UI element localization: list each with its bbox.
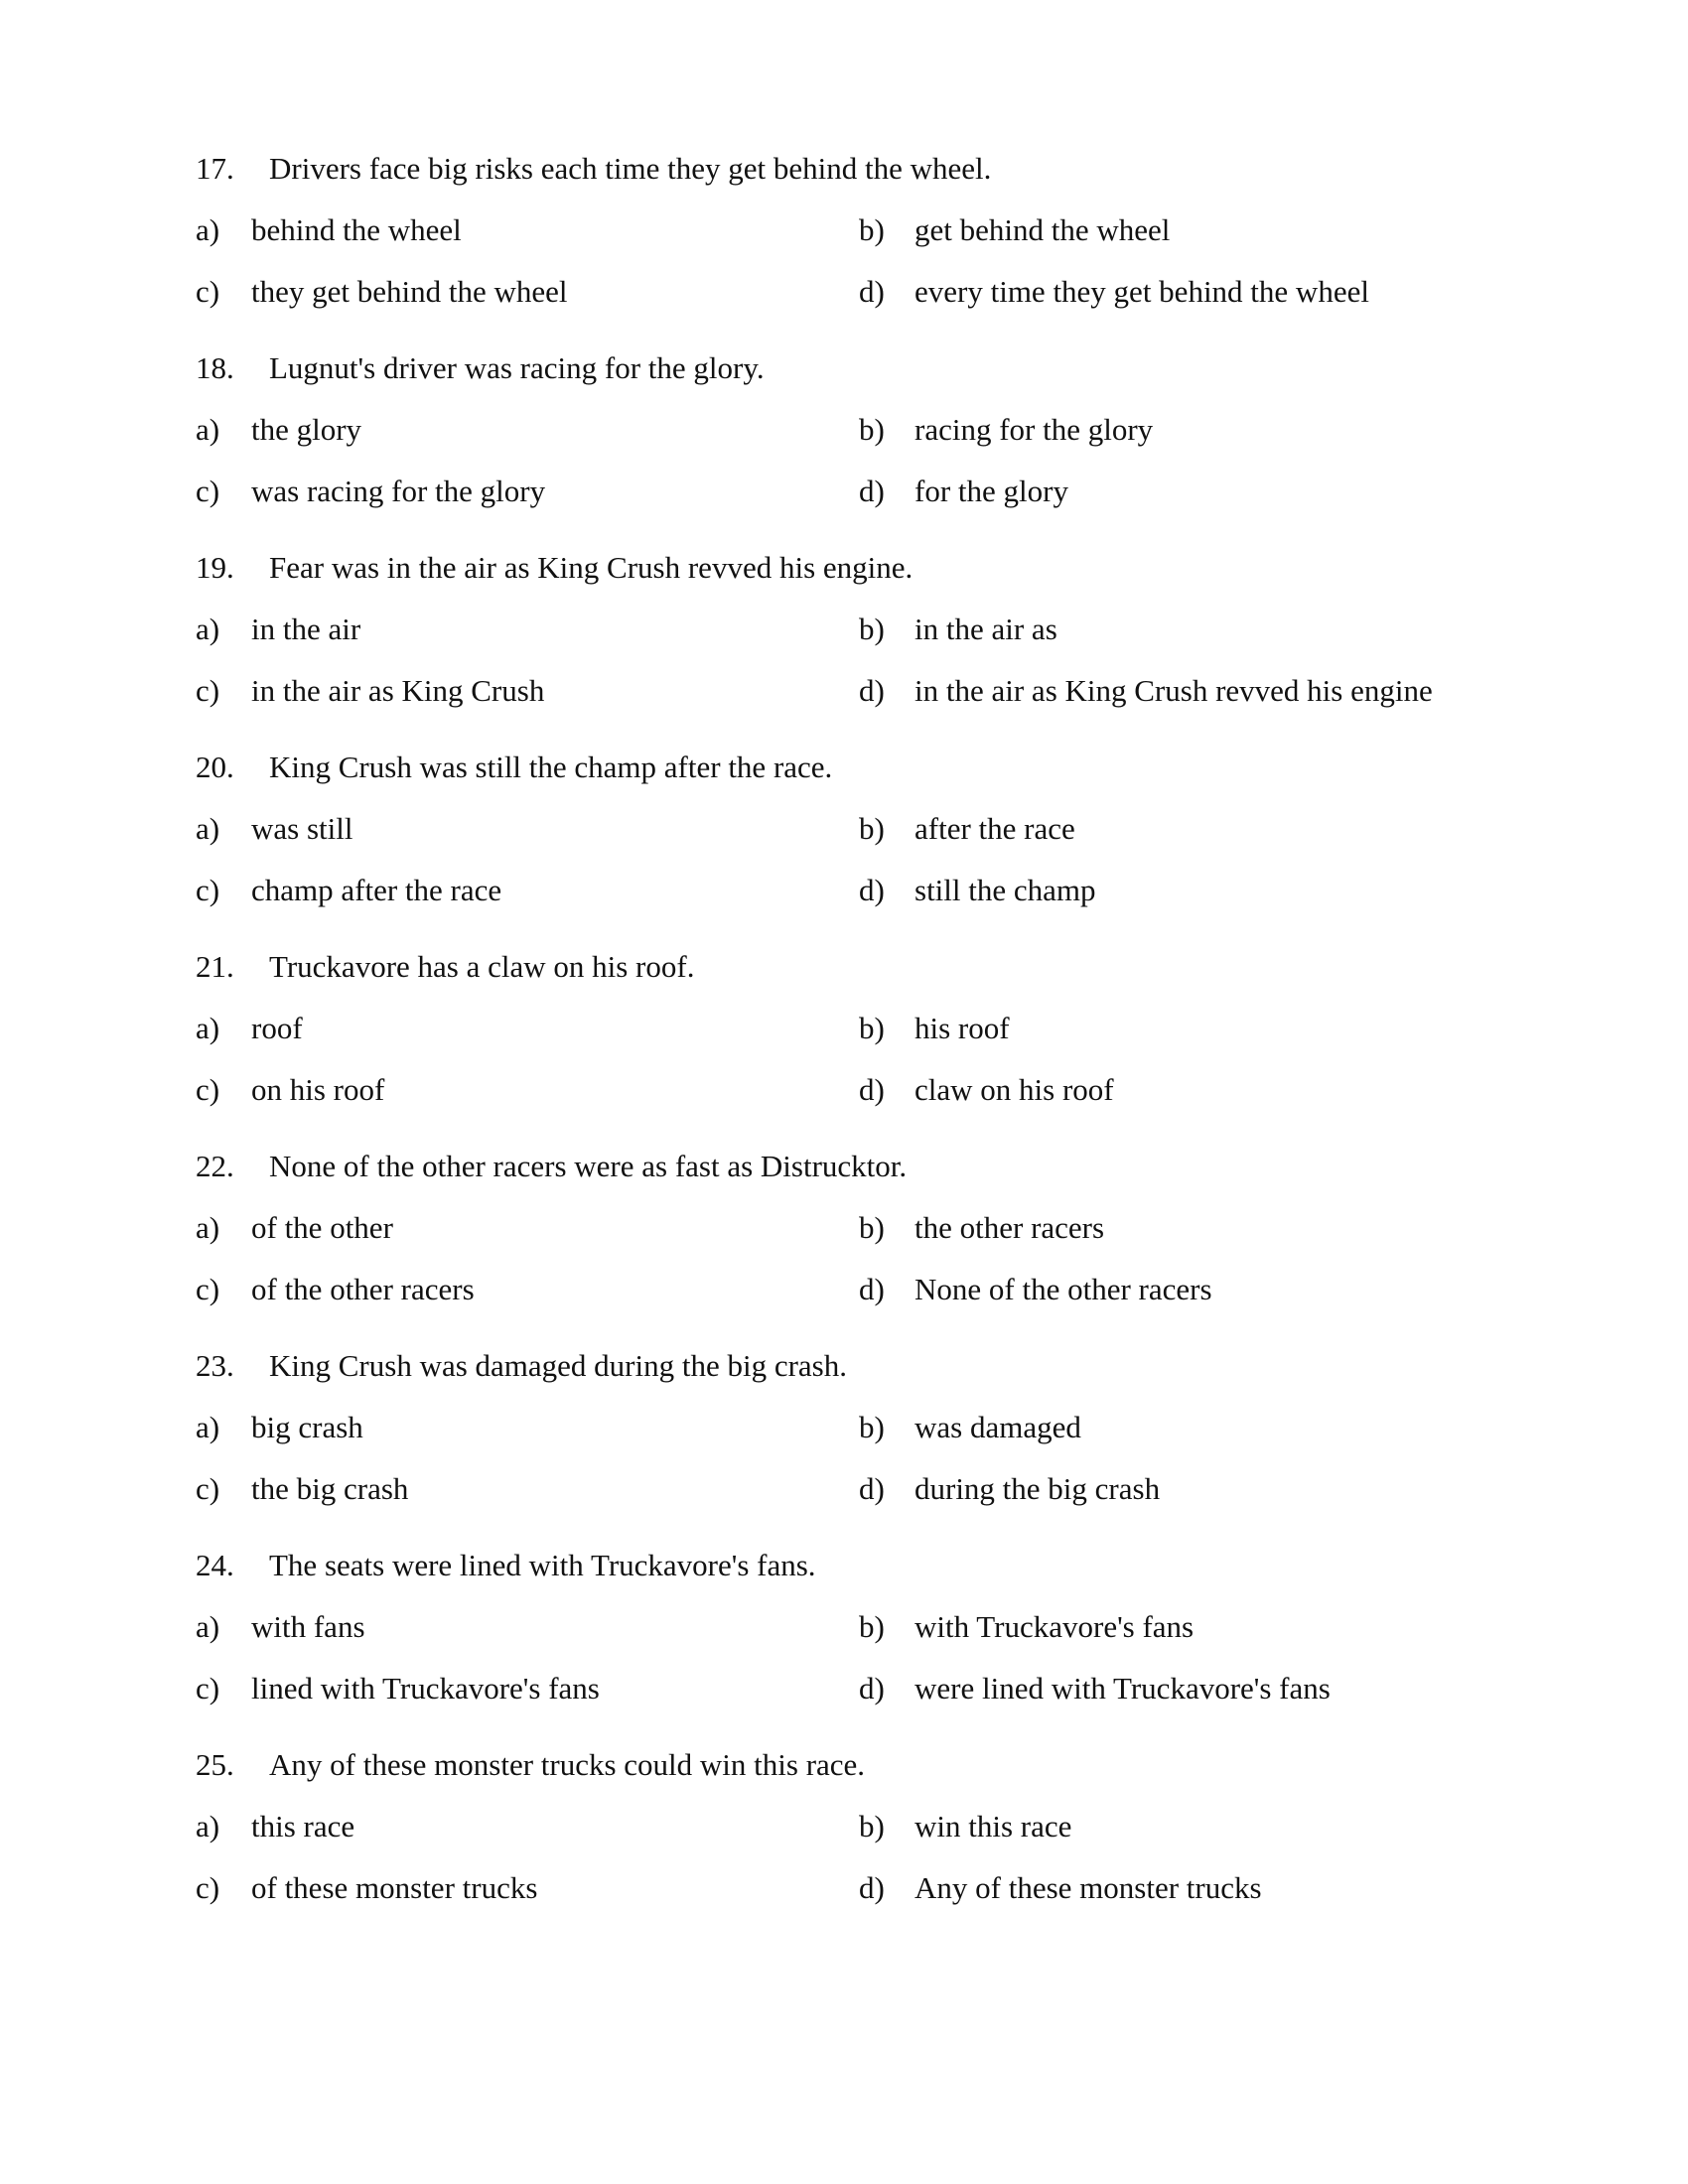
option-letter: c) <box>196 1471 220 1506</box>
option-text: win this race <box>914 1809 1072 1843</box>
question-text: King Crush was damaged during the big crash. <box>269 1348 847 1383</box>
option-text: was damaged <box>914 1410 1081 1444</box>
option-text: lined with Truckavore's fans <box>251 1671 600 1706</box>
question-stem <box>196 1544 816 1587</box>
option-text: claw on his roof <box>914 1072 1114 1107</box>
question-text: Lugnut's driver was racing for the glory. <box>269 350 765 385</box>
option-a[interactable] <box>196 608 360 651</box>
option-text: of the other racers <box>251 1272 475 1306</box>
option-a[interactable] <box>196 1206 393 1250</box>
option-letter: d) <box>859 274 885 309</box>
option-text: with Truckavore's fans <box>914 1609 1195 1644</box>
question-list <box>196 147 1526 1943</box>
option-b[interactable] <box>859 208 1170 252</box>
option-text: Any of these monster trucks <box>914 1870 1262 1905</box>
question-stem <box>196 945 694 989</box>
option-c[interactable] <box>196 470 545 513</box>
option-text: of the other <box>251 1210 393 1245</box>
option-letter: b) <box>859 412 885 447</box>
option-letter: c) <box>196 1870 220 1905</box>
option-c[interactable] <box>196 869 501 912</box>
option-d[interactable] <box>859 470 1068 513</box>
option-text: get behind the wheel <box>914 212 1171 247</box>
option-text: still the champ <box>914 873 1096 907</box>
option-text: in the air as <box>914 612 1057 646</box>
question-stem <box>196 1743 865 1787</box>
question-number: 24. <box>196 1548 234 1582</box>
question-text: Drivers face big risks each time they get behind the wheel. <box>269 151 992 186</box>
option-letter: b) <box>859 212 885 247</box>
option-text: roof <box>251 1011 303 1045</box>
option-letter: d) <box>859 1671 885 1706</box>
option-c[interactable] <box>196 270 568 314</box>
question-number: 20. <box>196 750 234 784</box>
question-number: 22. <box>196 1149 234 1183</box>
question-number: 21. <box>196 949 234 984</box>
option-text: on his roof <box>251 1072 385 1107</box>
option-text: after the race <box>914 811 1075 846</box>
option-letter: a) <box>196 1410 220 1444</box>
question-stem <box>196 1145 907 1188</box>
question-text: King Crush was still the champ after the race. <box>269 750 833 784</box>
option-c[interactable] <box>196 1068 384 1112</box>
option-d[interactable] <box>859 1068 1114 1112</box>
option-c[interactable] <box>196 669 544 713</box>
question-text: Fear was in the air as King Crush revved his engine. <box>269 550 914 585</box>
option-letter: c) <box>196 1072 220 1107</box>
option-letter: a) <box>196 1011 220 1045</box>
option-a[interactable] <box>196 1805 354 1848</box>
option-b[interactable] <box>859 1206 1104 1250</box>
option-letter: d) <box>859 474 885 508</box>
option-a[interactable] <box>196 807 352 851</box>
option-b[interactable] <box>859 1805 1071 1848</box>
question-stem <box>196 746 832 789</box>
option-b[interactable] <box>859 1605 1194 1649</box>
option-letter: a) <box>196 1609 220 1644</box>
option-a[interactable] <box>196 408 361 452</box>
option-d[interactable] <box>859 270 1369 314</box>
option-letter: d) <box>859 1471 885 1506</box>
option-letter: a) <box>196 412 220 447</box>
option-d[interactable] <box>859 669 1433 713</box>
option-text: in the air as King Crush revved his engine <box>914 673 1433 708</box>
question-text: Any of these monster trucks could win this race. <box>269 1747 866 1782</box>
option-letter: b) <box>859 1809 885 1843</box>
option-text: of these monster trucks <box>251 1870 538 1905</box>
option-letter: c) <box>196 1272 220 1306</box>
option-letter: d) <box>859 1072 885 1107</box>
question-21 <box>196 945 1526 1145</box>
option-text: was racing for the glory <box>251 474 546 508</box>
option-text: with fans <box>251 1609 365 1644</box>
option-text: was still <box>251 811 353 846</box>
option-letter: d) <box>859 873 885 907</box>
option-letter: a) <box>196 612 220 646</box>
option-letter: b) <box>859 1410 885 1444</box>
option-letter: b) <box>859 612 885 646</box>
option-letter: a) <box>196 212 220 247</box>
option-d[interactable] <box>859 1667 1331 1710</box>
option-letter: a) <box>196 811 220 846</box>
option-text: racing for the glory <box>914 412 1154 447</box>
option-c[interactable] <box>196 1866 537 1910</box>
question-number: 17. <box>196 151 234 186</box>
option-letter: a) <box>196 1210 220 1245</box>
option-text: the glory <box>251 412 362 447</box>
option-letter: a) <box>196 1809 220 1843</box>
option-a[interactable] <box>196 208 462 252</box>
option-text: were lined with Truckavore's fans <box>914 1671 1331 1706</box>
option-b[interactable] <box>859 1406 1081 1449</box>
question-number: 18. <box>196 350 234 385</box>
option-letter: c) <box>196 1671 220 1706</box>
option-text: in the air <box>251 612 361 646</box>
option-text: every time they get behind the wheel <box>914 274 1369 309</box>
question-25 <box>196 1743 1526 1943</box>
question-stem <box>196 147 991 191</box>
question-text: Truckavore has a claw on his roof. <box>269 949 695 984</box>
option-c[interactable] <box>196 1268 475 1311</box>
question-23 <box>196 1344 1526 1544</box>
option-b[interactable] <box>859 408 1153 452</box>
option-d[interactable] <box>859 869 1096 912</box>
option-text: None of the other racers <box>914 1272 1212 1306</box>
question-20 <box>196 746 1526 945</box>
option-letter: b) <box>859 811 885 846</box>
question-19 <box>196 546 1526 746</box>
option-letter: b) <box>859 1210 885 1245</box>
option-text: behind the wheel <box>251 212 462 247</box>
option-letter: c) <box>196 474 220 508</box>
option-text: for the glory <box>914 474 1068 508</box>
option-text: champ after the race <box>251 873 502 907</box>
option-text: during the big crash <box>914 1471 1161 1506</box>
option-text: the other racers <box>914 1210 1105 1245</box>
question-number: 25. <box>196 1747 234 1782</box>
option-a[interactable] <box>196 1406 363 1449</box>
question-22 <box>196 1145 1526 1344</box>
option-letter: b) <box>859 1011 885 1045</box>
question-17 <box>196 147 1526 346</box>
option-letter: d) <box>859 1272 885 1306</box>
option-text: his roof <box>914 1011 1010 1045</box>
option-letter: d) <box>859 1870 885 1905</box>
option-text: this race <box>251 1809 355 1843</box>
option-letter: c) <box>196 673 220 708</box>
question-stem <box>196 546 913 590</box>
option-d[interactable] <box>859 1866 1262 1910</box>
option-text: the big crash <box>251 1471 409 1506</box>
option-letter: d) <box>859 673 885 708</box>
question-18 <box>196 346 1526 546</box>
option-b[interactable] <box>859 608 1057 651</box>
option-d[interactable] <box>859 1268 1212 1311</box>
question-number: 19. <box>196 550 234 585</box>
option-b[interactable] <box>859 807 1075 851</box>
question-24 <box>196 1544 1526 1743</box>
question-text: None of the other racers were as fast as Distrucktor. <box>269 1149 908 1183</box>
option-a[interactable] <box>196 1605 365 1649</box>
option-letter: c) <box>196 274 220 309</box>
question-stem <box>196 346 765 390</box>
option-letter: b) <box>859 1609 885 1644</box>
option-letter: c) <box>196 873 220 907</box>
option-c[interactable] <box>196 1467 408 1511</box>
option-c[interactable] <box>196 1667 600 1710</box>
option-text: big crash <box>251 1410 363 1444</box>
option-text: they get behind the wheel <box>251 274 568 309</box>
option-d[interactable] <box>859 1467 1160 1511</box>
question-stem <box>196 1344 847 1388</box>
option-text: in the air as King Crush <box>251 673 545 708</box>
question-number: 23. <box>196 1348 234 1383</box>
option-b[interactable] <box>859 1007 1010 1050</box>
option-a[interactable] <box>196 1007 303 1050</box>
question-text: The seats were lined with Truckavore's fans. <box>269 1548 816 1582</box>
